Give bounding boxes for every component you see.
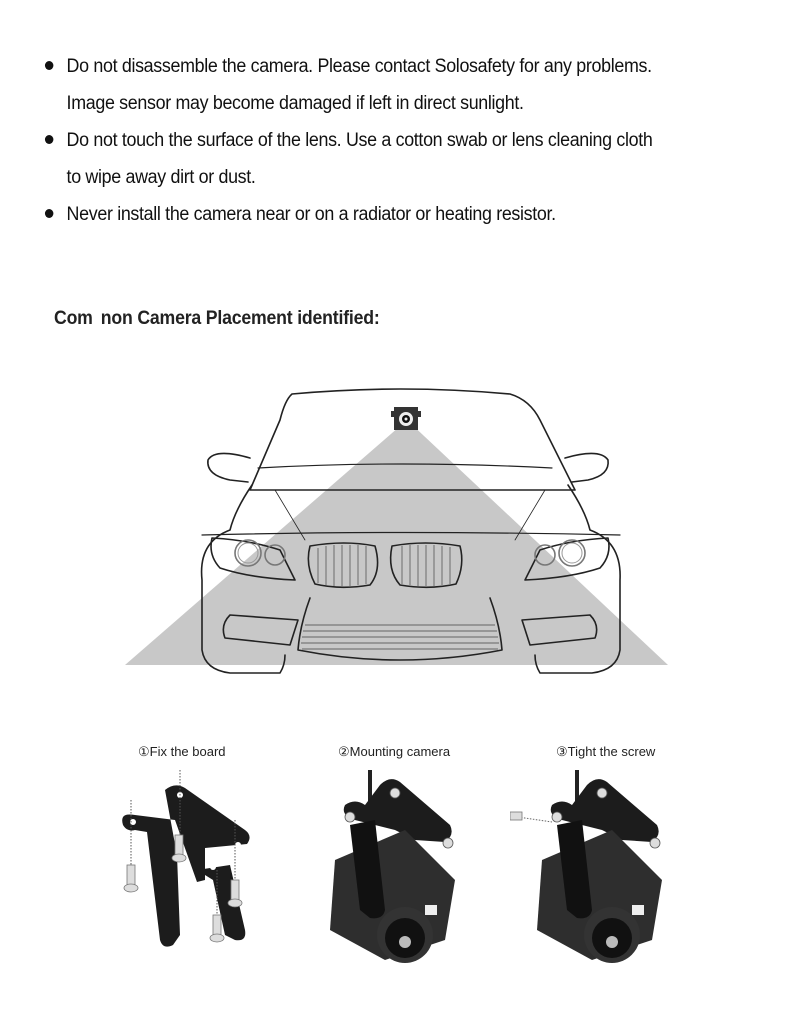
camera-mounted-illustration [305, 770, 505, 970]
precaution-item [44, 122, 740, 196]
precaution-line: Do not disassemble the camera. Please contact Solosafety for any problems. [66, 56, 652, 77]
bullet-icon [45, 135, 53, 144]
screw-icon [510, 812, 522, 820]
precaution-item [44, 48, 740, 122]
section-title: Com non Camera Placement identified: [54, 308, 380, 329]
precaution-line: Never install the camera near or on a radiator or heating resistor. [66, 204, 556, 225]
precaution-line: Do not touch the surface of the lens. Use a cotton swab or lens cleaning cloth [66, 130, 653, 151]
precautions-list [44, 48, 784, 233]
precaution-line: Image sensor may become damaged if left in direct sunlight. [66, 93, 524, 114]
camera-screw-tightened-illustration [510, 770, 710, 970]
step-label-mounting-camera: ②Mounting camera [338, 744, 451, 759]
view-cone [125, 420, 668, 665]
bullet-icon [45, 209, 53, 218]
step-label-fix-board: ①Fix the board [138, 744, 226, 759]
camera-icon [391, 407, 421, 430]
car-placement-illustration [120, 380, 680, 700]
precaution-line: to wipe away dirt or dust. [66, 167, 256, 188]
precaution-item [44, 196, 740, 233]
bracket-with-screws-illustration [105, 770, 305, 970]
step-label-tight-screw: ③Tight the screw [556, 744, 656, 759]
bullet-icon [45, 61, 53, 70]
